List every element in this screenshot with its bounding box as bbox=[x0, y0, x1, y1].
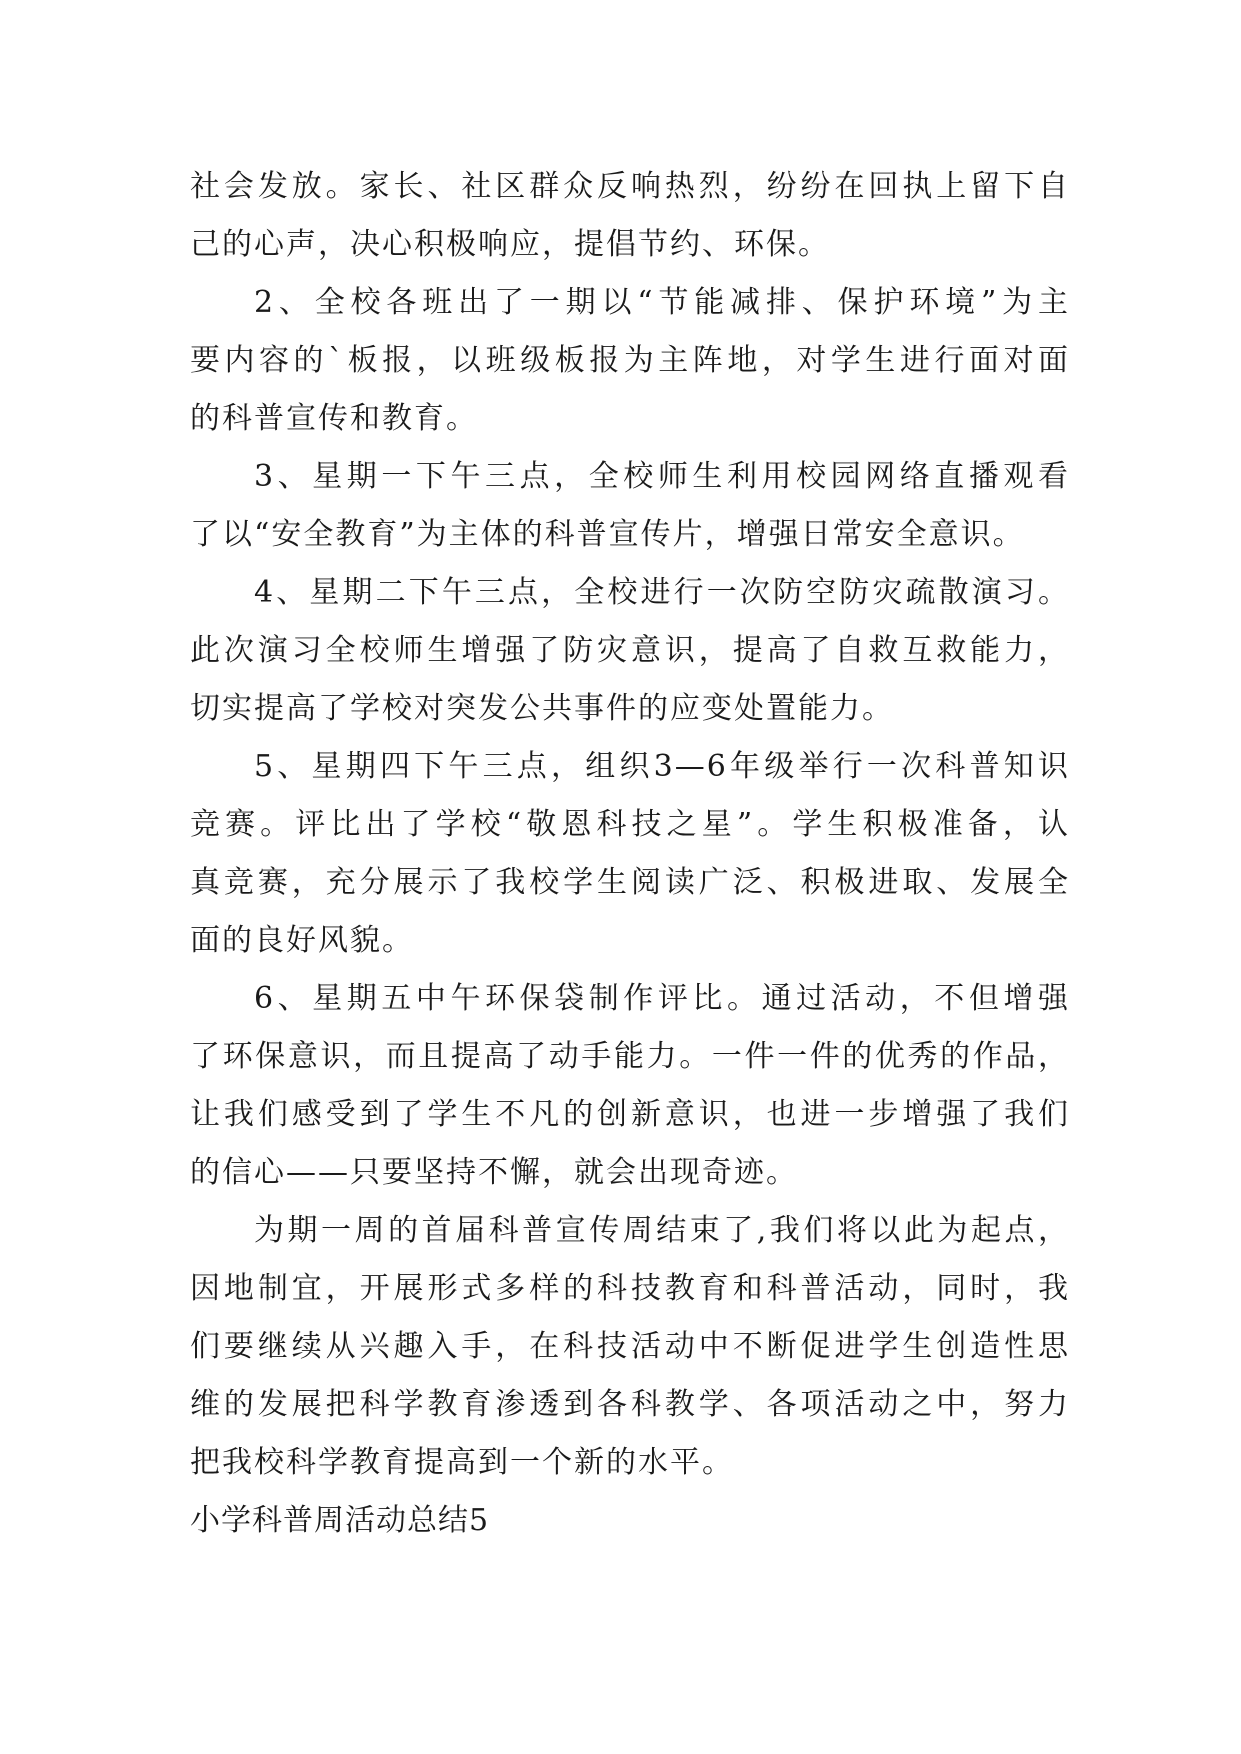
paragraph-line: 真竞赛，充分展示了我校学生阅读广泛、积极进取、发展全 bbox=[190, 865, 1070, 900]
paragraph-line: 此次演习全校师生增强了防灾意识，提高了自救互救能力， bbox=[190, 633, 1070, 668]
paragraph-line: 让我们感受到了学生不凡的创新意识，也进一步增强了我们 bbox=[190, 1097, 1070, 1132]
paragraph-line: 把我校科学教育提高到一个新的水平。 bbox=[190, 1445, 734, 1480]
paragraph-line: 社会发放。家长、社区群众反响热烈，纷纷在回执上留下自 bbox=[190, 169, 1070, 204]
paragraph-line: 维的发展把科学教育渗透到各科教学、各项活动之中，努力 bbox=[190, 1387, 1070, 1422]
section-heading: 小学科普周活动总结5 bbox=[190, 1503, 490, 1538]
paragraph-line: 5、星期四下午三点，组织3—6年级举行一次科普知识 bbox=[254, 749, 1070, 784]
paragraph-line: 面的良好风貌。 bbox=[190, 923, 414, 958]
paragraph-line: 3、星期一下午三点，全校师生利用校园网络直播观看 bbox=[254, 459, 1070, 494]
paragraph-line: 了以“安全教育”为主体的科普宣传片，增强日常安全意识。 bbox=[190, 517, 1025, 552]
paragraph-line: 们要继续从兴趣入手，在科技活动中不断促进学生创造性思 bbox=[190, 1329, 1070, 1364]
paragraph-line: 因地制宜，开展形式多样的科技教育和科普活动，同时，我 bbox=[190, 1271, 1070, 1306]
paragraph-line: 的科普宣传和教育。 bbox=[190, 401, 478, 436]
paragraph-line: 切实提高了学校对突发公共事件的应变处置能力。 bbox=[190, 691, 894, 726]
paragraph-line: 要内容的`板报，以班级板报为主阵地，对学生进行面对面 bbox=[190, 343, 1070, 378]
paragraph-line: 6、星期五中午环保袋制作评比。通过活动，不但增强 bbox=[254, 981, 1070, 1016]
paragraph-line: 为期一周的首届科普宣传周结束了,我们将以此为起点， bbox=[254, 1213, 1070, 1248]
paragraph-line: 己的心声，决心积极响应，提倡节约、环保。 bbox=[190, 227, 830, 262]
paragraph-line: 的信心——只要坚持不懈，就会出现奇迹。 bbox=[190, 1155, 798, 1190]
paragraph-line: 竞赛。评比出了学校“敬恩科技之星”。学生积极准备，认 bbox=[190, 807, 1070, 842]
paragraph-line: 了环保意识，而且提高了动手能力。一件一件的优秀的作品， bbox=[190, 1039, 1070, 1074]
document-body bbox=[190, 158, 1070, 1550]
paragraph-line: 2、全校各班出了一期以“节能减排、保护环境”为主 bbox=[254, 285, 1070, 320]
paragraph-line: 4、星期二下午三点，全校进行一次防空防灾疏散演习。 bbox=[254, 575, 1070, 610]
